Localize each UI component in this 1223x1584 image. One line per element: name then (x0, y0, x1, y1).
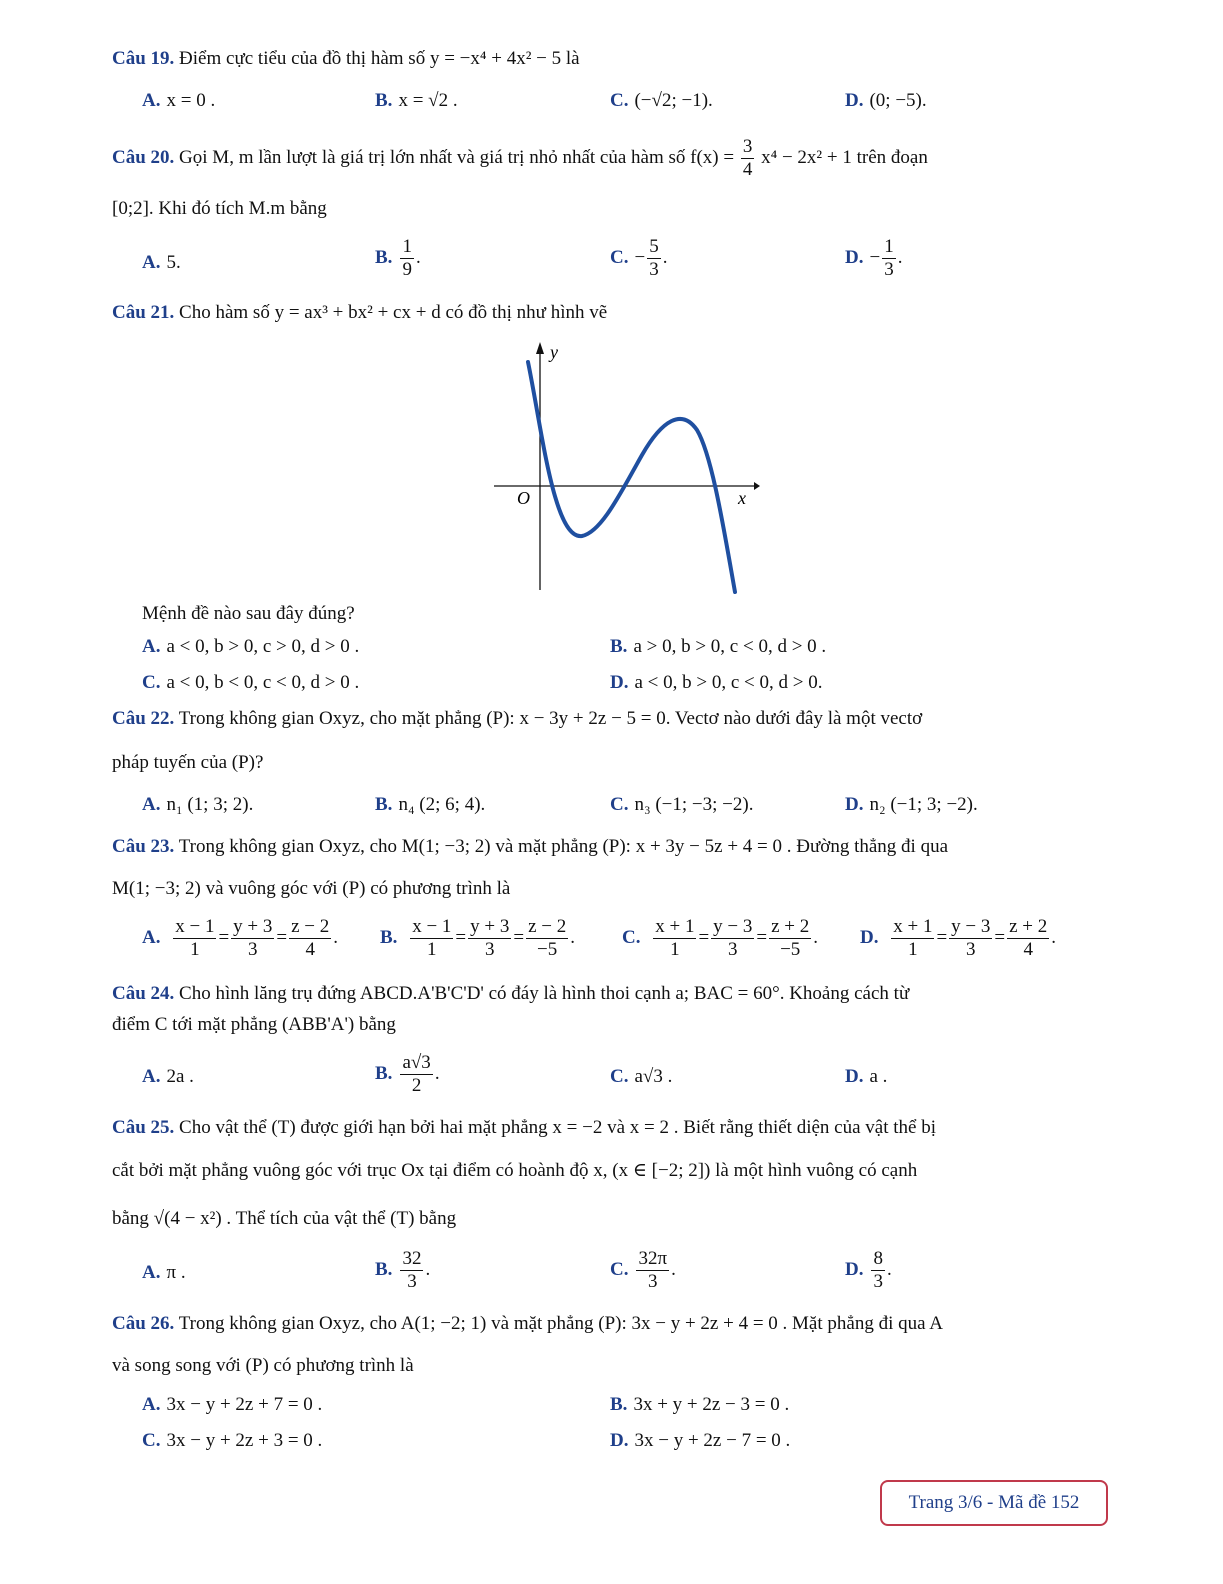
q19-option-c: C. (−√2; −1). (610, 90, 713, 111)
y-axis-label: y (550, 342, 558, 362)
question-24-label: Câu 24. (112, 983, 175, 1004)
question-24 (112, 983, 909, 1005)
question-22 (112, 708, 922, 730)
x-axis-arrow (754, 482, 760, 490)
q22-option-a: A. n₁ (1; 3; 2). (142, 794, 254, 815)
question-19-text: Điểm cực tiểu của đồ thị hàm số y = −x⁴ + 4x² − 5 là (179, 48, 580, 69)
q26-option-b: B. 3x + y + 2z − 3 = 0 . (610, 1394, 790, 1415)
x-axis-label: x (738, 488, 746, 508)
q25-option-d: D. $\frac{8}{3}$ . (845, 1248, 892, 1292)
q21-option-b: B. a > 0, b > 0, c < 0, d > 0 . (610, 636, 827, 657)
origin-label: O (517, 488, 530, 508)
q25-option-c: C. $\frac{32\pi}{3}$ . (610, 1248, 676, 1292)
q21-option-a: A. a < 0, b > 0, c > 0, d > 0 . (142, 636, 360, 657)
q19-option-a: A. x = 0 . (142, 90, 216, 111)
cubic-graph (492, 340, 760, 595)
question-23-line2: M(1; −3; 2) và vuông góc với (P) có phương trình là (112, 878, 511, 899)
q20-option-d: D. − $\frac{1}{3}$ . (845, 236, 903, 280)
q26-option-d: D. 3x − y + 2z − 7 = 0 . (610, 1430, 791, 1451)
question-23-label: Câu 23. (112, 836, 175, 857)
q23-option-a: A. $\frac{x - 1}{1}$ = $\frac{y + 3}{3}$ = $\frac{z - 2}{4}$ . (142, 916, 339, 960)
q20-fraction: $\frac{3}{4}$ (742, 136, 753, 180)
question-23-text: Trong không gian Oxyz, cho M(1; −3; 2) và mặt phẳng (P): x + 3y − 5z + 4 = 0 . Đường thẳng đi qua (178, 836, 948, 857)
q21-option-d: D. a < 0, b > 0, c < 0, d > 0. (610, 672, 823, 693)
q22-option-c: C. n₃ (−1; −3; −2). (610, 794, 754, 815)
question-19 (112, 48, 580, 70)
question-26 (112, 1313, 943, 1335)
q22-option-b: B. n₄ (2; 6; 4). (375, 794, 486, 815)
q24-option-d: D. a . (845, 1066, 888, 1087)
question-25-line3: bằng √(4 − x²) . Thể tích của vật thể (T) bằng (112, 1208, 457, 1229)
q24-option-c: C. a√3 . (610, 1066, 673, 1087)
question-26-line2: và song song với (P) có phương trình là (112, 1355, 414, 1376)
q23-option-c: C. $\frac{x + 1}{1}$ = $\frac{y - 3}{3}$ = $\frac{z + 2}{-5}$ . (622, 916, 819, 960)
q19-option-d: D. (0; −5). (845, 90, 927, 111)
question-22-text: Trong không gian Oxyz, cho mặt phẳng (P): x − 3y + 2z − 5 = 0. Vectơ nào dưới đây là một vectơ (178, 708, 923, 729)
page-number-label: Trang 3/6 - Mã đề 152 (908, 1492, 1080, 1513)
q19-option-b: B. x = √2 . (375, 90, 458, 111)
question-26-text: Trong không gian Oxyz, cho A(1; −2; 1) và mặt phẳng (P): 3x − y + 2z + 4 = 0 . Mặt phẳng đi qua A (178, 1313, 943, 1334)
question-26-label: Câu 26. (112, 1313, 175, 1334)
question-22-label: Câu 22. (112, 708, 175, 729)
question-19-label: Câu 19. (112, 48, 175, 69)
question-20-text: Gọi M, m lần lượt là giá trị lớn nhất và giá trị nhỏ nhất của hàm số f(x) = (179, 146, 735, 168)
question-24-text: Cho hình lăng trụ đứng ABCD.A'B'C'D' có đáy là hình thoi cạnh a; BAC = 60°. Khoảng cách từ (179, 983, 910, 1004)
question-21-prompt: Mệnh đề nào sau đây đúng? (142, 603, 355, 624)
q24-option-b: B. $\frac{a√3}{2}$ . (375, 1052, 440, 1096)
y-axis-arrow (536, 342, 544, 354)
q24-option-a: A. 2a . (142, 1066, 194, 1087)
page-footer (880, 1480, 1108, 1526)
q21-option-c: C. a < 0, b < 0, c < 0, d > 0 . (142, 672, 360, 693)
question-24-line2: điểm C tới mặt phẳng (ABB'A') bằng (112, 1014, 396, 1035)
q25-option-a: A. π . (142, 1262, 186, 1283)
question-21 (112, 302, 607, 324)
q26-option-c: C. 3x − y + 2z + 3 = 0 . (142, 1430, 323, 1451)
question-25-text: Cho vật thể (T) được giới hạn bởi hai mặt phẳng x = −2 và x = 2 . Biết rằng thiết diện của vật thể bị (179, 1117, 936, 1138)
question-23 (112, 836, 948, 858)
cubic-curve (528, 362, 735, 592)
question-22-line2: pháp tuyến của (P)? (112, 752, 264, 773)
question-25 (112, 1117, 936, 1139)
question-20: Câu 20. Gọi M, m lần lượt là giá trị lớn nhất và giá trị nhỏ nhất của hàm số f(x) = $\frac{3}{4}$ x⁴ − 2x² + 1 trên đoạn (112, 136, 928, 180)
question-25-line2: cắt bởi mặt phẳng vuông góc với trục Ox tại điểm có hoành độ x, (x ∈ [−2; 2]) là một hình vuông có cạnh (112, 1160, 918, 1181)
q25-option-b: B. $\frac{32}{3}$ . (375, 1248, 431, 1292)
question-20-label: Câu 20. (112, 146, 175, 168)
question-20-line2: [0;2]. Khi đó tích M.m bằng (112, 198, 327, 219)
q20-option-c: C. − $\frac{5}{3}$ . (610, 236, 668, 280)
q23-option-d: D. $\frac{x + 1}{1}$ = $\frac{y - 3}{3}$ = $\frac{z + 2}{4}$ . (860, 916, 1057, 960)
q26-option-a: A. 3x − y + 2z + 7 = 0 . (142, 1394, 323, 1415)
q20-option-b: B. $\frac{1}{9}$ . (375, 236, 421, 280)
question-21-label: Câu 21. (112, 302, 175, 323)
question-25-label: Câu 25. (112, 1117, 175, 1138)
question-21-text: Cho hàm số y = ax³ + bx² + cx + d có đồ thị như hình vẽ (179, 302, 608, 323)
q20-option-a: A. 5. (142, 252, 181, 273)
q22-option-d: D. n₂ (−1; 3; −2). (845, 794, 978, 815)
q23-option-b: B. $\frac{x - 1}{1}$ = $\frac{y + 3}{3}$ = $\frac{z - 2}{-5}$ . (380, 916, 575, 960)
